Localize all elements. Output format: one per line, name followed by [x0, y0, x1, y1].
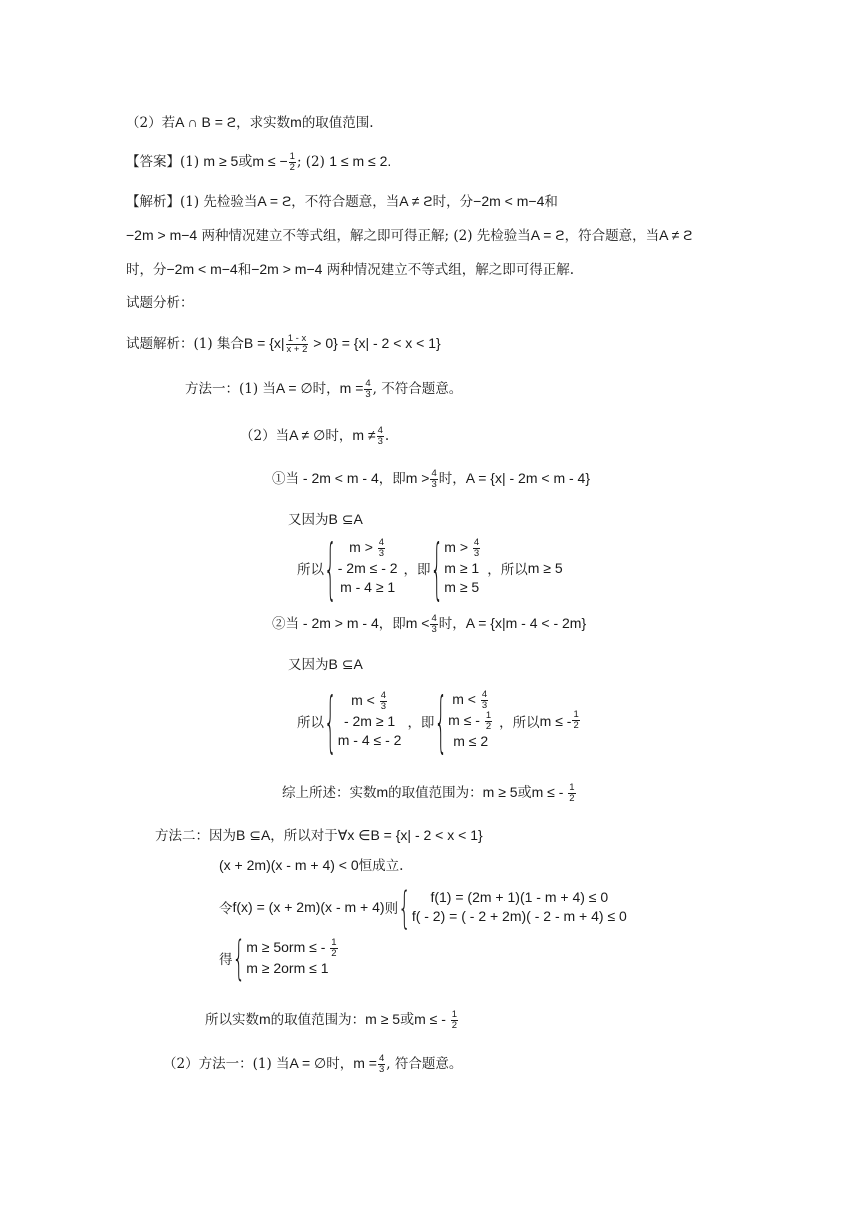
text: 和 [544, 194, 558, 210]
numerator: 4 [378, 537, 385, 548]
text: ，所以 [487, 561, 528, 578]
text: ①当 [272, 471, 299, 487]
numerator: 4 [473, 537, 480, 548]
math-expr: A = ∅ [289, 1055, 327, 1071]
text: , 不符合题意。 [372, 381, 463, 397]
math-expr: B ⊆A [328, 511, 363, 527]
math-expr: B ⊆A [236, 827, 271, 843]
math-expr: m ≠ [352, 427, 376, 443]
text: m < [351, 692, 375, 709]
text: , 符合题意。 [386, 1056, 463, 1072]
text: （2）若 [126, 115, 176, 131]
text: 时，分 [126, 262, 167, 278]
text: 令 [219, 901, 233, 917]
text: m ≥ 5orm ≤ - [246, 939, 330, 956]
fraction [330, 938, 337, 959]
left-brace-icon: { [398, 880, 411, 934]
solution-line [126, 334, 441, 355]
text: 恒成立. [358, 858, 404, 874]
method1-line-2 [240, 426, 389, 447]
text: m > [444, 539, 469, 556]
denominator: 3 [473, 548, 480, 559]
math-expr: m = [339, 380, 364, 396]
numerator: 1 [573, 709, 579, 720]
text: ，即 [407, 714, 435, 731]
math-var: m [290, 114, 302, 130]
math-expr: A = ϩ [257, 193, 292, 209]
math-expr: m < [405, 615, 430, 631]
text: ，即 [378, 616, 406, 632]
text: 方法一：(1) 当 [185, 381, 276, 397]
text: m > [349, 539, 373, 556]
numerator: 1 [451, 1009, 458, 1020]
math-expr: (x + 2m)(x - m + 4) < 0 [219, 857, 359, 873]
case-1-line [272, 469, 590, 490]
text: ，所以对于 [270, 828, 338, 844]
inequality-system [338, 691, 402, 750]
text: m < [452, 691, 476, 708]
math-expr: m ≤ - [539, 712, 572, 729]
denominator: 2 [573, 720, 579, 731]
denominator: 3 [378, 1064, 385, 1075]
denominator: 3 [378, 548, 385, 559]
denominator: 2 [485, 721, 492, 732]
numerator: 4 [431, 468, 437, 479]
analysis-line-2 [126, 226, 692, 245]
numerator: 1 [331, 937, 337, 948]
part2-line [163, 1054, 462, 1075]
text: 的取值范围为： [270, 1012, 366, 1028]
numerator: 1 - x [287, 333, 307, 344]
method2-function-group [219, 880, 627, 934]
math-expr: m ≥ 5或m ≤ − [203, 153, 288, 169]
text: 得 [219, 952, 233, 968]
math-expr: - 2m < m - 4 [299, 470, 379, 486]
inequality-row: f( - 2) = ( - 2 + 2m)( - 2 - m + 4) ≤ 0 [411, 908, 627, 924]
text: 所以实数 [205, 1012, 259, 1028]
method1-line-1 [185, 379, 462, 400]
text: （2）当 [240, 428, 290, 444]
numerator: 1 [289, 151, 295, 162]
again-line-1 [288, 510, 363, 529]
text: 的取值范围. [301, 115, 374, 131]
answer-line [126, 152, 391, 173]
left-brace-icon: { [430, 527, 444, 608]
math-expr: A ≠ ϩ [659, 227, 693, 243]
analysis-line-3 [126, 260, 574, 279]
math-expr: A ∩ B = ϩ [175, 114, 237, 130]
math-expr: f(x) = (x + 2m)(x - m + 4) [232, 899, 385, 915]
fraction [451, 1010, 458, 1031]
math-expr: m = [353, 1055, 377, 1071]
math-expr: −2m < m−4 [166, 261, 238, 277]
denominator: 2 [569, 793, 575, 804]
text: 时， [438, 616, 466, 632]
fraction [364, 379, 371, 400]
math-expr: B ⊆A [328, 656, 363, 672]
fraction [430, 469, 437, 490]
math-var: m [376, 784, 389, 800]
text: 【解析】(1) 先检验当 [126, 194, 258, 210]
denominator: 2 [451, 1020, 458, 1031]
denominator: 3 [431, 624, 437, 635]
summary-line [282, 783, 577, 804]
denominator: 3 [380, 701, 387, 712]
denominator: 2 [331, 948, 337, 959]
inequality-system [448, 690, 493, 751]
fraction [286, 334, 309, 355]
text: 则 [384, 901, 399, 917]
inequality-row: m ≤ 2 [453, 733, 489, 749]
test-analysis-heading: 试题分析： [126, 295, 194, 311]
inequality-system [338, 538, 398, 597]
text: 时，分 [432, 194, 474, 210]
case-2-line [272, 614, 586, 635]
numerator: 4 [365, 378, 371, 389]
text: 时， [312, 381, 340, 397]
text: ，符合题意，当 [564, 228, 660, 244]
math-expr: A = ∅ [275, 380, 313, 396]
again-line-2 [288, 655, 363, 674]
fraction [378, 1054, 385, 1075]
fraction [481, 690, 488, 711]
denominator: 3 [431, 479, 437, 490]
inequality-system [246, 938, 338, 978]
fraction [377, 426, 384, 447]
inequality-row: m ≥ 5 [444, 579, 480, 595]
system-1-group [297, 527, 563, 608]
fraction [473, 538, 480, 559]
fraction [380, 691, 387, 712]
text: ②当 [272, 616, 299, 632]
denominator: x + 2 [286, 344, 308, 355]
inequality-row: m ≥ 2orm ≤ 1 [246, 960, 329, 976]
numerator: 4 [380, 690, 387, 701]
answer-label: 【答案】 [126, 154, 180, 170]
math-expr: ∀x ∈B = {x| - 2 < x < 1} [337, 827, 483, 843]
left-brace-icon: { [434, 680, 448, 761]
method2-line-1 [155, 826, 483, 845]
fraction [572, 710, 579, 731]
text: （2）方法一：(1) 当 [163, 1056, 290, 1072]
math-expr: A = {x| - 2m < m - 4} [465, 470, 591, 486]
fraction [485, 711, 492, 732]
text: 又因为 [288, 657, 329, 673]
text: 所以 [297, 714, 324, 731]
left-brace-icon: { [232, 930, 246, 986]
inequality-system [444, 538, 481, 597]
left-brace-icon: { [324, 527, 337, 608]
text: 和 [237, 262, 252, 278]
denominator: 3 [377, 436, 383, 447]
fraction [378, 538, 385, 559]
text: ; (2) [296, 154, 325, 170]
numerator: 4 [481, 689, 488, 700]
text: ，所以 [499, 714, 540, 731]
text: (1) [180, 154, 200, 170]
numerator: 4 [431, 613, 437, 624]
method2-conclusion [205, 1010, 459, 1031]
text: 的取值范围为： [388, 785, 483, 801]
math-expr: A = ϩ [530, 227, 565, 243]
text: 试题解析：(1) 集合 [126, 336, 244, 352]
denominator: 3 [481, 700, 488, 711]
math-expr: B = {x| [243, 335, 285, 351]
left-brace-icon: { [324, 680, 337, 761]
math-expr: 1 ≤ m ≤ 2. [329, 153, 392, 169]
math-expr: - 2m > m - 4 [299, 615, 379, 631]
text: . [384, 428, 390, 444]
text: 两种情况建立不等式组，解之即可得正解. [322, 262, 574, 278]
math-expr: A ≠ ϩ [399, 193, 433, 209]
inequality-row: f(1) = (2m + 1)(1 - m + 4) ≤ 0 [430, 889, 609, 905]
text: 时， [438, 471, 466, 487]
numerator: 4 [378, 1053, 385, 1064]
text: 时， [325, 428, 353, 444]
text: 时， [326, 1056, 354, 1072]
method2-line-2 [219, 856, 403, 875]
text: 方法二：因为 [155, 828, 236, 844]
inequality-row: m - 4 ≥ 1 [340, 579, 396, 595]
numerator: 4 [377, 425, 383, 436]
text: 又因为 [288, 512, 329, 528]
inequality-row: m - 4 ≤ - 2 [337, 732, 402, 748]
text: ，即 [403, 561, 431, 578]
numerator: 1 [569, 782, 575, 793]
text: 所以 [297, 561, 324, 578]
analysis-line-1 [126, 192, 558, 211]
math-expr: m > [405, 470, 430, 486]
inequality-system [412, 888, 627, 926]
text: 两种情况建立不等式组，解之即可得正解; (2) 先检验当 [197, 228, 531, 244]
math-expr: > 0} = {x| - 2 < x < 1} [309, 335, 441, 351]
denominator: 3 [365, 389, 371, 400]
math-expr: A = {x|m - 4 < - 2m} [465, 615, 587, 631]
math-expr: −2m > m−4 [251, 261, 323, 277]
fraction [430, 614, 437, 635]
text: ，求实数 [236, 115, 291, 131]
denominator: 2 [289, 162, 295, 173]
math-expr: m ≥ 5或m ≤ - [365, 1011, 450, 1027]
fraction [289, 152, 296, 173]
math-expr: m ≥ 5 [527, 559, 563, 576]
numerator: 1 [485, 710, 492, 721]
text: 综上所述：实数 [282, 785, 377, 801]
text: ，即 [378, 471, 406, 487]
fraction [568, 783, 575, 804]
inequality-row: - 2m ≥ 1 [343, 713, 396, 729]
question-2 [126, 113, 374, 132]
method2-result-group [219, 930, 339, 986]
text: m ≤ - [448, 712, 484, 729]
inequality-row: - 2m ≤ - 2 [337, 560, 398, 576]
math-expr: −2m < m−4 [473, 193, 545, 209]
system-2-group [297, 680, 581, 761]
math-expr: −2m > m−4 [126, 227, 198, 243]
math-expr: m ≥ 5或m ≤ - [482, 784, 568, 800]
inequality-row: m ≥ 1 [444, 560, 480, 576]
text: ，不符合题意，当 [291, 194, 400, 210]
math-expr: A ≠ ∅ [289, 427, 326, 443]
math-var: m [259, 1011, 271, 1027]
